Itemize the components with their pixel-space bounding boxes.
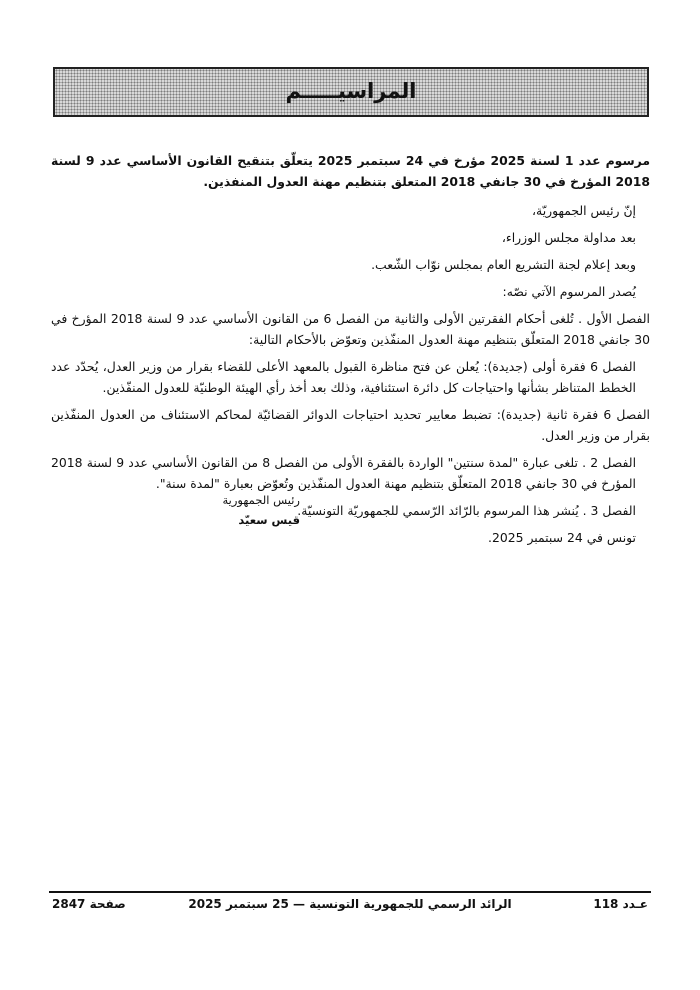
article-2: الفصل 2 . تلغى عبارة "لمدة سنتين" الواردة بالفقرة الأولى من الفصل 8 من القانون الأساسي عدد 9 لسنة 2018 المؤرخ في 30 جانفي 2018 المتعلّق بتنظيم مهنة العدول المنفّذين وتُعوّض بعبارة "لمدة سنة". — [51, 455, 637, 491]
signature-role: رئيس الجمهورية — [222, 493, 300, 507]
article-6-paragraph-1: الفصل 6 فقرة أولى (جديدة): يُعلن عن فتح مناظرة القبول بالمعهد الأعلى للقضاء بقرار من وزير العدل، يُحدّد عدد الخطط المتناظر بشأنها واحتياجات كل دائرة استئنافية، وذلك بعد أخذ رأي الهيئة الوطنيّة للعدول المنفّذين. — [51, 359, 637, 395]
preamble-council: بعد مداولة مجلس الوزراء، — [501, 230, 636, 245]
footer-journal-title: الرائد الرسمي للجمهورية التونسية — 25 سبتمبر 2025 — [188, 897, 512, 911]
section-banner — [53, 67, 649, 117]
decree-heading: مرسوم عدد 1 لسنة 2025 مؤرخ في 24 سبتمبر 2025 يتعلّق بتنقيح القانون الأساسي عدد 9 لسنة 2018 المؤرخ في 30 جانفي 2018 المتعلق بتنظيم مهنة العدول المنفذين. — [51, 153, 651, 189]
decree-body — [51, 150, 650, 554]
preamble-decree: يُصدر المرسوم الآتي نصّه: — [502, 284, 636, 299]
preamble-committee: وبعد إعلام لجنة التشريع العام بمجلس نوّاب الشّعب. — [371, 257, 636, 272]
preamble-president: إنّ رئيس الجمهوريّة، — [532, 203, 636, 218]
footer-page-number: صفحة 2847 — [52, 897, 126, 911]
footer-divider — [49, 891, 651, 893]
article-1: الفصل الأول . تُلغى أحكام الفقرتين الأولى والثانية من الفصل 6 من القانون الأساسي عدد 9 لسنة 2018 المؤرخ في 30 جانفي 2018 المتعلّق بتنظيم مهنة العدول المنفّذين وتعوّض بالأحكام التالية: — [51, 311, 650, 347]
date-line: تونس في 24 سبتمبر 2025. — [488, 530, 636, 545]
section-title: المراسيـــــم — [285, 79, 417, 103]
signature-name: قيس سعيّد — [238, 513, 300, 527]
footer-issue-number: عـدد 118 — [593, 897, 648, 911]
signature-block — [200, 490, 300, 530]
article-3: الفصل 3 . يُنشر هذا المرسوم بالرّائد الرّسمي للجمهوريّة التونسيّة. — [297, 503, 636, 518]
article-6-paragraph-2: الفصل 6 فقرة ثانية (جديدة): تضبط معايير تحديد احتياجات الدوائر القضائيّة لمحاكم الاستئناف من العدول المنفّذين بقرار من وزير العدل. — [51, 407, 650, 443]
